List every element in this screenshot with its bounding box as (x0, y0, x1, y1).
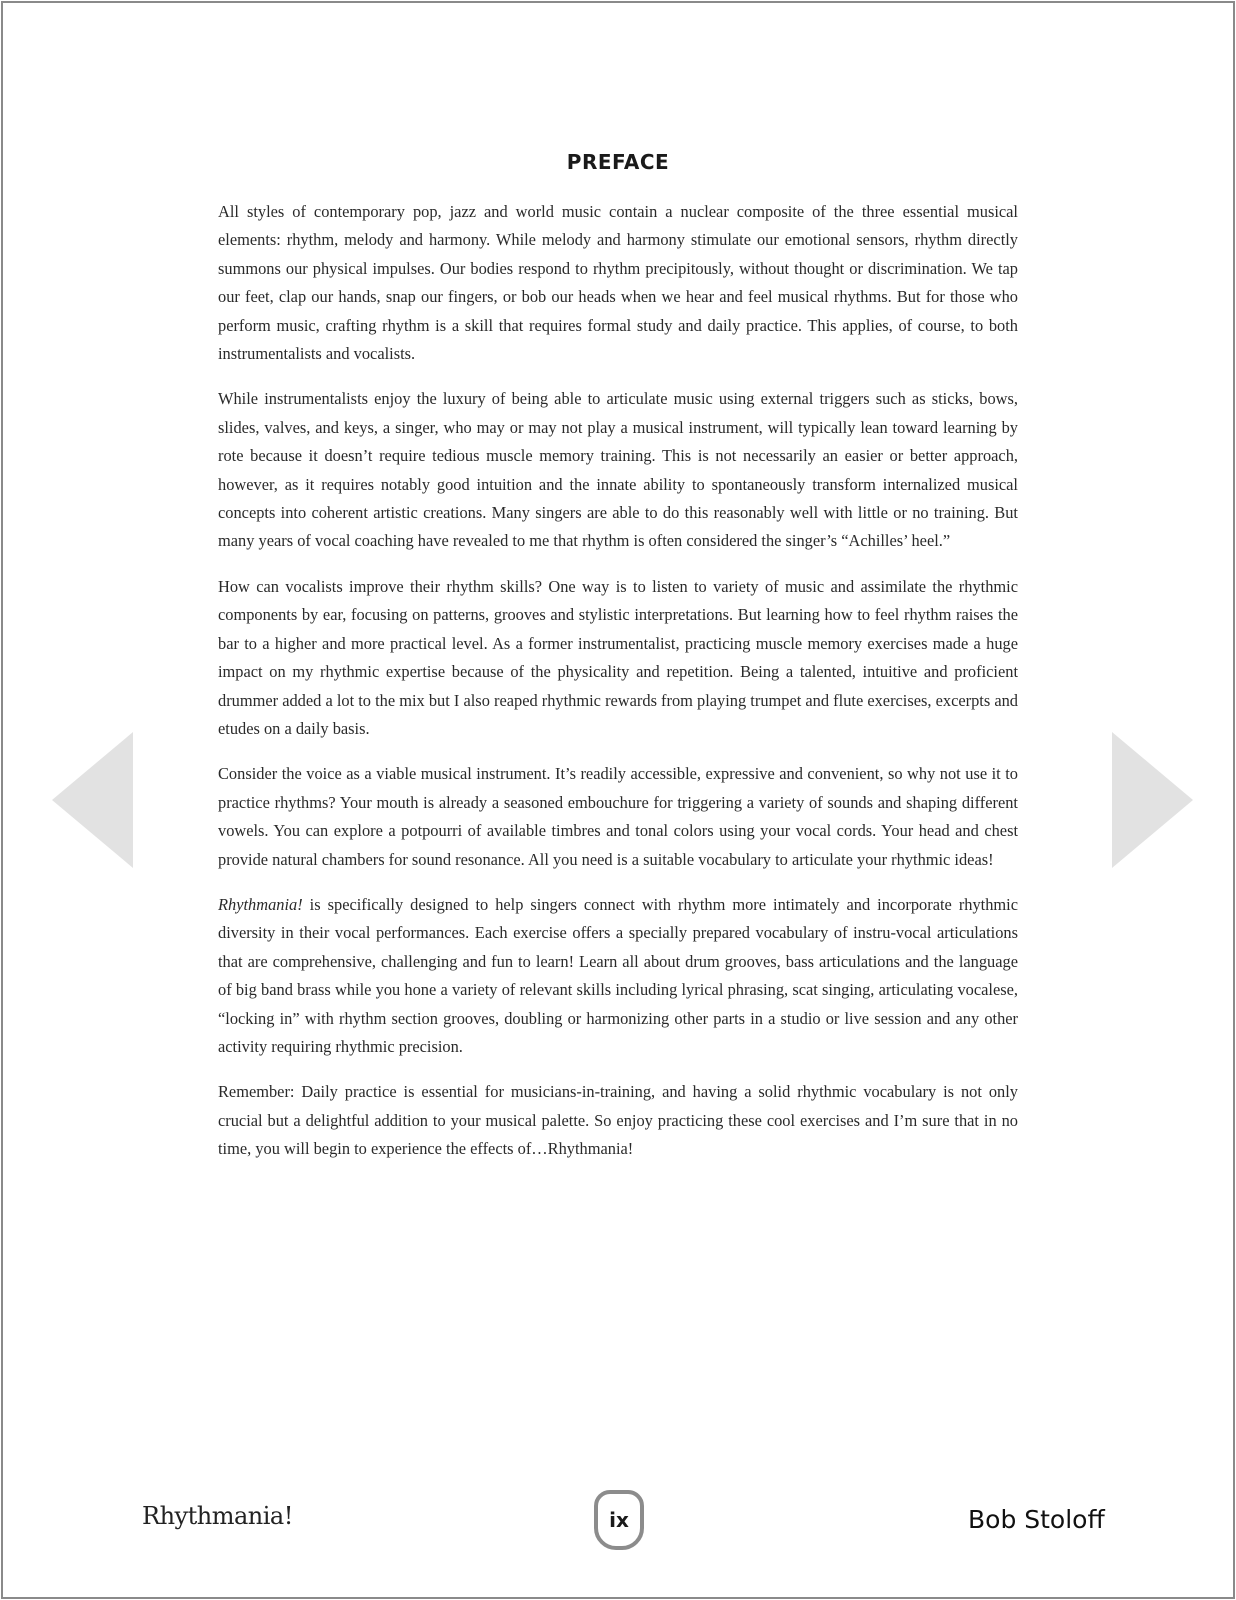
body-text (218, 198, 1018, 1181)
paragraph (218, 891, 1018, 1061)
next-page-arrow-icon[interactable] (1112, 732, 1193, 868)
book-title-italic: Rhythmania! (218, 894, 303, 914)
book-logo: Rhythmania! (142, 1502, 293, 1530)
paragraph-text: is specifically designed to help singers connect with rhythm more intimately and incorporate rhythmic diversity in their vocal performances. Each exercise offers a specially prepared vocabulary of instru-vocal articulations that are comprehensive, challenging and fun to learn! Learn all about drum grooves, bass articulations and the language of big band brass while you hone a variety of relevant skills including lyrical phrasing, scat singing, articulating vocalese, “locking in” with rhythm section grooves, doubling or harmonizing other parts in a studio or live session and any other activity requiring rhythmic precision. (218, 894, 1018, 1056)
paragraph: How can vocalists improve their rhythm skills? One way is to listen to variety of music and assimilate the rhythmic components by ear, focusing on patterns, grooves and stylistic interpretations. But learning how to feel rhythm raises the bar to a higher and more practical level. As a former instrumentalist, practicing muscle memory exercises made a huge impact on my rhythmic expertise because of the physicality and repetition. Being a talented, intuitive and proficient drummer added a lot to the mix but I also reaped rhythmic rewards from playing trumpet and flute exercises, excerpts and etudes on a daily basis. (218, 576, 1018, 738)
page-number: ix (609, 1508, 629, 1532)
paragraph: All styles of contemporary pop, jazz and world music contain a nuclear composite of the three essential musical elements: rhythm, melody and harmony. While melody and harmony stimulate our emotional sensors, rhythm directly summons our physical impulses. Our bodies respond to rhythm precipitously, without thought or discrimination. We tap our feet, clap our hands, snap our fingers, or bob our heads when we hear and feel musical rhythms. But for those who perform music, crafting rhythm is a skill that requires formal study and daily practice. This applies, of course, to both instrumentalists and vocalists. (218, 202, 1018, 364)
paragraph: Consider the voice as a viable musical instrument. It’s readily accessible, expressive and convenient, so why not use it to practice rhythms? Your mouth is already a seasoned embouchure for triggering a variety of sounds and shaping different vowels. You can explore a potpourri of available timbres and tonal colors using your vocal cords. Your head and chest provide natural chambers for sound resonance. All you need is a suitable vocabulary to articulate your rhythmic ideas! (218, 764, 1018, 869)
page-number-badge (594, 1490, 644, 1550)
paragraph: While instrumentalists enjoy the luxury of being able to articulate music using external triggers such as sticks, bows, slides, valves, and keys, a singer, who may or may not play a musical instrument, will typically lean toward learning by rote because it doesn’t require tedious muscle memory training. This is not necessarily an easier or better approach, however, as it requires notably good intuition and the innate ability to spontaneously transform internalized musical concepts into coherent artistic creations. Many singers are able to do this reasonably well with little or no training. But many years of vocal coaching have revealed to me that rhythm is often considered the singer’s “Achilles’ heel.” (218, 389, 1018, 551)
paragraph: Remember: Daily practice is essential for musicians-in-training, and having a solid rhythmic vocabulary is not only crucial but a delightful addition to your musical palette. So enjoy practicing these cool exercises and I’m sure that in no time, you will begin to experience the effects of…Rhythmania! (218, 1082, 1018, 1159)
page-title: PREFACE (566, 150, 670, 174)
previous-page-arrow-icon[interactable] (52, 732, 133, 868)
author-name: Bob Stoloff (968, 1505, 1105, 1534)
